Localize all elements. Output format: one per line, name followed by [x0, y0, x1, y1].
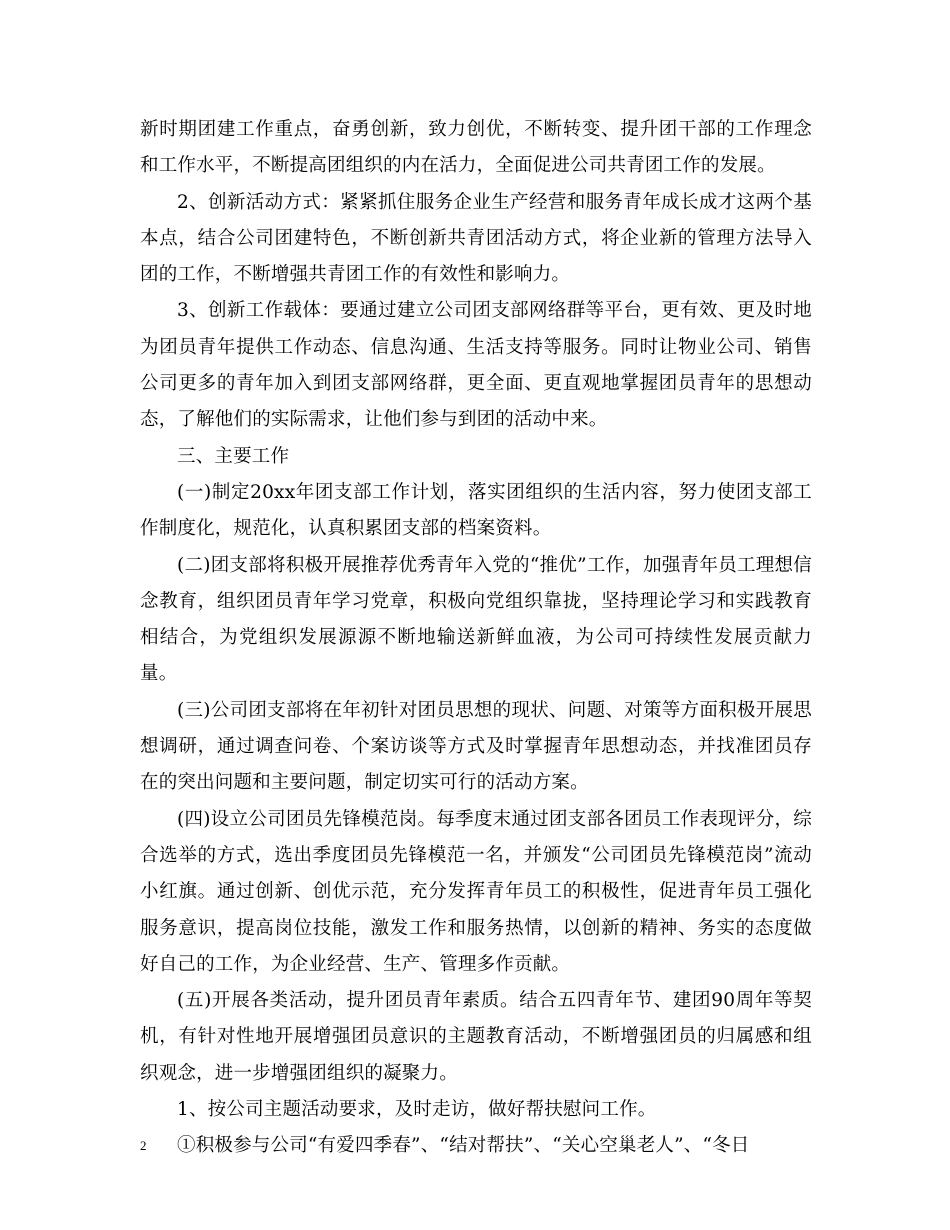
paragraph: 1、按公司主题活动要求，及时走访，做好帮扶慰问工作。: [177, 1099, 657, 1121]
document-body: [140, 112, 812, 1165]
paragraph: (四)设立公司团员先锋模范岗。每季度末通过团支部各团员工作表现评分，综合选举的方式，选出季度团员先锋模范一名，并颁发“公司团员先锋模范岗”流动小红旗。通过创新、创优示范，充分发挥青年员工的积极性，促进青年员工强化服务意识，提高岗位技能，激发工作和服务热情，以创新的精神、务实的态度做好自己的工作，为企业经营、生产、管理多作贡献。: [140, 808, 812, 975]
paragraph: (二)团支部将积极开展推荐优秀青年入党的“推优”工作，加强青年员工理想信念教育，组织团员青年学习党章，积极向党组织靠拢，坚持理论学习和实践教育相结合，为党组织发展源源不断地输送新鲜血液，为公司可持续性发展贡献力量。: [140, 554, 812, 685]
paragraph: (五)开展各类活动，提升团员青年素质。结合五四青年节、建团90周年等契机，有针对性地开展增强团员意识的主题教育活动，不断增强团员的归属感和组织观念，进一步增强团组织的凝聚力。: [140, 990, 812, 1084]
paragraph: (一)制定20xx年团支部工作计划，落实团组织的生活内容，努力使团支部工作制度化，规范化，认真积累团支部的档案资料。: [140, 481, 812, 540]
paragraph: (三)公司团支部将在年初针对团员思想的现状、问题、对策等方面积极开展思想调研，通过调查问卷、个案访谈等方式及时掌握青年思想动态，并找准团员存在的突出问题和主要问题，制定切实可行的活动方案。: [140, 699, 812, 794]
section-heading: 三、主要工作: [177, 445, 290, 467]
paragraph: 2、创新活动方式：紧紧抓住服务企业生产经营和服务青年成长成才这两个基本点，结合公司团建特色，不断创新共青团活动方式，将企业新的管理方法导入团的工作，不断增强共青团工作的有效性和影响力。: [140, 191, 812, 286]
page-number: 2: [140, 1138, 147, 1153]
paragraph: ①积极参与公司“有爱四季春”、“结对帮扶”、“关心空巢老人”、“冬日: [177, 1135, 750, 1157]
paragraph: 新时期团建工作重点，奋勇创新，致力创优，不断转变、提升团干部的工作理念和工作水平，不断提高团组织的内在活力，全面促进公司共青团工作的发展。: [140, 119, 812, 177]
paragraph: 3、创新工作载体：要通过建立公司团支部网络群等平台，更有效、更及时地为团员青年提供工作动态、信息沟通、生活支持等服务。同时让物业公司、销售公司更多的青年加入到团支部网络群，更全面、更直观地掌握团员青年的思想动态，了解他们的实际需求，让他们参与到团的活动中来。: [140, 300, 812, 431]
